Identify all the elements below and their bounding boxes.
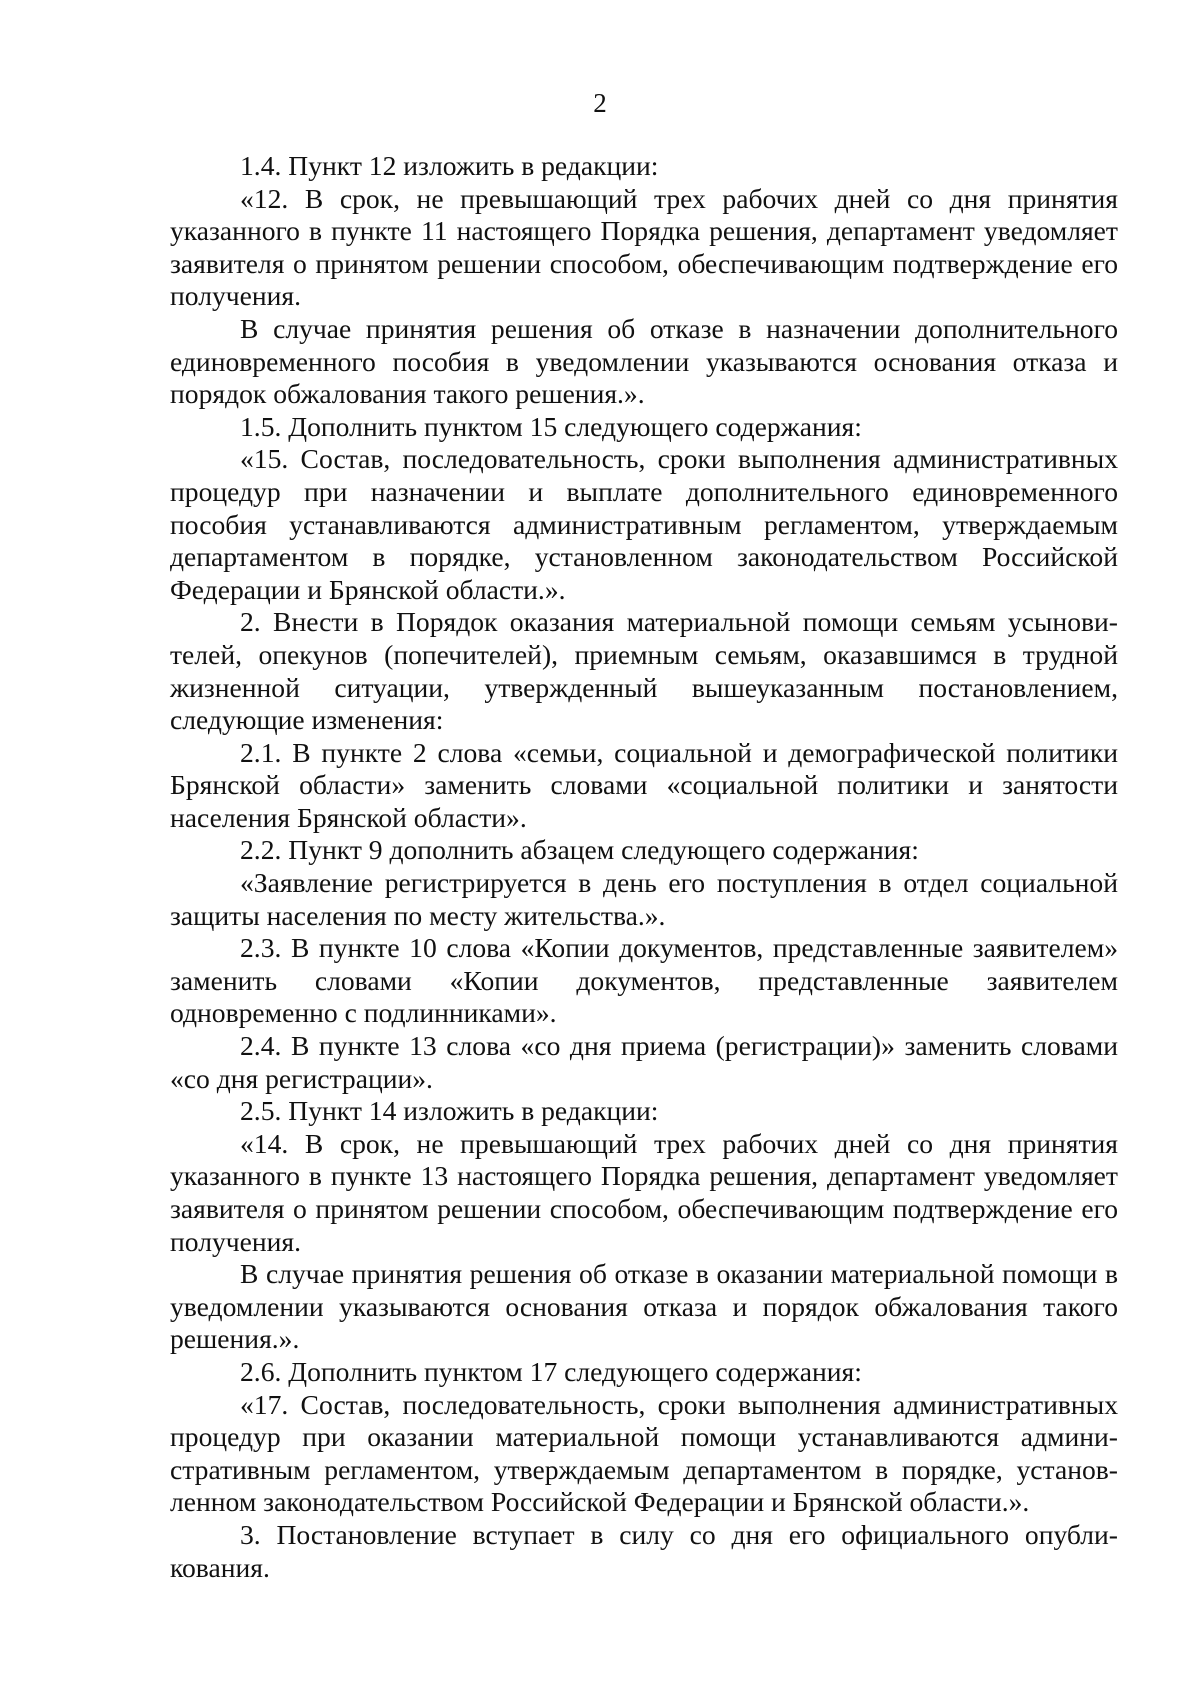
paragraph-point-14: «14. В срок, не превышающий трех рабочих дней со дня принятия указанного в пункте 13 настоящего Порядка решения, департамент уведомляет заявителя о принятом решении способом, обеспечивающим подтверждение его получения.: [170, 1127, 1118, 1257]
paragraph-point-17: «17. Состав, последовательность, сроки выполнения административных процедур при оказании материальной помощи устанавливаются административным регламентом, утверждаемым департаментом в порядке, установленном законодательством Российской Федерации и Брянской области.».: [170, 1388, 1118, 1518]
paragraph-2-1: 2.1. В пункте 2 слова «семьи, социальной и демографической политики Брянской области» заменить словами «социальной политики и занятости населения Брянской области».: [170, 736, 1118, 833]
document-body: [170, 150, 1118, 1584]
paragraph-point-14-refusal: В случае принятия решения об отказе в оказании материальной помощи в уведомлении указываются основания отказа и порядок обжалования такого решения.».: [170, 1258, 1118, 1355]
paragraph-point-9-addition: «Заявление регистрируется в день его поступления в отдел социальной защиты населения по месту жительства.».: [170, 867, 1118, 931]
paragraph-2-3: 2.3. В пункте 10 слова «Копии документов, представленные заявителем» заменить словами «Копии документов, представленные заявителем одновременно с подлинниками».: [170, 932, 1118, 1029]
paragraph-point-15: «15. Состав, последовательность, сроки выполнения административных процедур при назначении и выплате дополнительного единовременного пособия устанавливаются административным регламентом, утверждаемым департаментом в порядке, установленном законодательством Российской Федерации и Брянской области.».: [170, 443, 1118, 605]
page-number: 2: [593, 88, 607, 118]
paragraph-2-2: 2.2. Пункт 9 дополнить абзацем следующего содержания:: [240, 834, 919, 866]
paragraph-2-5: 2.5. Пункт 14 изложить в редакции:: [240, 1095, 659, 1127]
paragraph-2-6: 2.6. Дополнить пунктом 17 следующего содержания:: [240, 1355, 862, 1387]
paragraph-1-5: 1.5. Дополнить пунктом 15 следующего содержания:: [240, 410, 862, 442]
paragraph-point-12: «12. В срок, не превышающий трех рабочих дней со дня принятия указанного в пункте 11 настоящего Порядка решения, департамент уведомляет заявителя о принятом решении способом, обеспечивающим подтверждение его получения.: [170, 182, 1118, 312]
paragraph-2: 2. Внести в Порядок оказания материальной помощи семьям усыновителей, опекунов (попечителей), приемным семьям, оказавшимся в трудной жизненной ситуации, утвержденный вышеуказанным постановлением, следующие изменения:: [170, 606, 1118, 736]
paragraph-1-4: 1.4. Пункт 12 изложить в редакции:: [240, 150, 659, 181]
paragraph-3: 3. Постановление вступает в силу со дня его официального опубликования.: [170, 1518, 1118, 1583]
paragraph-point-12-refusal: В случае принятия решения об отказе в назначении дополнительного единовременного пособия в уведомлении указываются основания отказа и порядок обжалования такого решения.».: [170, 312, 1118, 410]
paragraph-2-4: 2.4. В пункте 13 слова «со дня приема (регистрации)» заменить словами «со дня регистрации».: [170, 1030, 1118, 1094]
